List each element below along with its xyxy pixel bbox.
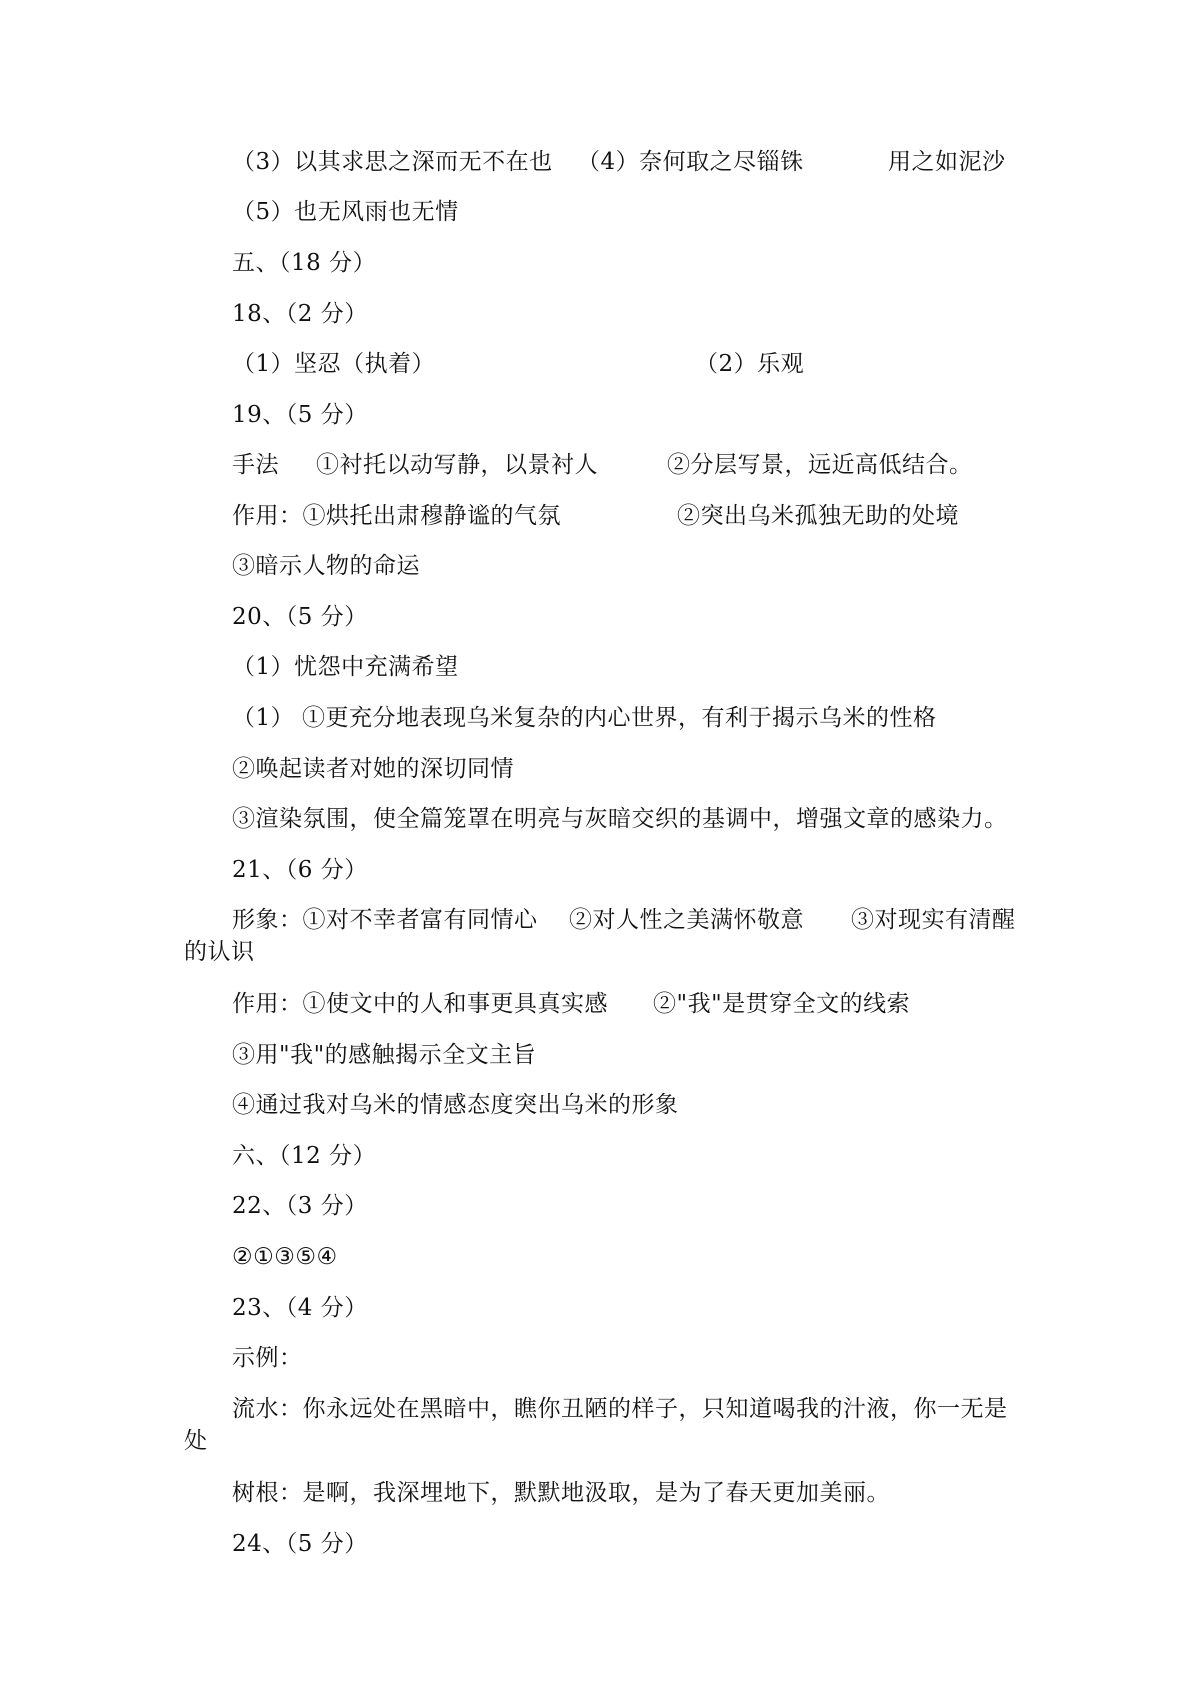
answer-line: ③用"我"的感触揭示全文主旨 (232, 1042, 537, 1068)
answer-line: （1）坚忍（执着） (232, 351, 436, 377)
question-number: 23、（4 分） (232, 1295, 368, 1321)
answer-line: ②唤起读者对她的深切同情 (232, 756, 514, 782)
section-heading: 五、（18 分） (232, 250, 377, 276)
question-number: 20、（5 分） (232, 604, 368, 630)
answer-line: ②"我"是贯穿全文的线索 (653, 991, 911, 1017)
answer-line: 手法 (232, 452, 279, 478)
answer-line: ②突出乌米孤独无助的处境 (677, 503, 959, 529)
question-number: 19、（5 分） (232, 402, 368, 428)
answer-line: （1） ①更充分地表现乌米复杂的内心世界，有利于揭示乌米的性格 (232, 705, 937, 731)
answer-line: 用之如泥沙 (888, 149, 1006, 175)
answer-line-continuation: 的认识 (184, 939, 255, 965)
question-number: 22、（3 分） (232, 1193, 368, 1219)
section-heading: 六、（12 分） (232, 1143, 377, 1169)
answer-line: （2）乐观 (695, 351, 805, 377)
answer-line: 流水：你永远处在黑暗中，瞧你丑陋的样子，只知道喝我的汁液，你一无是 (232, 1396, 1008, 1422)
answer-line: ③渲染氛围，使全篇笼罩在明亮与灰暗交织的基调中，增强文章的感染力。 (232, 806, 1008, 832)
answer-line: ③暗示人物的命运 (232, 553, 420, 579)
answer-line: 形象：①对不幸者富有同情心 (232, 907, 538, 933)
answer-line: （1）忧怨中充满希望 (232, 654, 459, 680)
answer-line: （3）以其求思之深而无不在也 (232, 149, 553, 175)
answer-line: 作用：①烘托出肃穆静谧的气氛 (232, 503, 561, 529)
answer-line: （5）也无风雨也无情 (232, 199, 459, 225)
answer-line: ②分层写景，远近高低结合。 (667, 452, 973, 478)
answer-line: ①衬托以动写静，以景衬人 (316, 452, 598, 478)
answer-line: ④通过我对乌米的情感态度突出乌米的形象 (232, 1092, 679, 1118)
answer-line: 树根：是啊，我深埋地下，默默地汲取，是为了春天更加美丽。 (232, 1480, 890, 1506)
question-number: 24、（5 分） (232, 1531, 368, 1557)
answer-line: 作用：①使文中的人和事更具真实感 (232, 991, 608, 1017)
answer-line: ②①③⑤④ (232, 1244, 338, 1270)
answer-line: ③对现实有清醒 (851, 907, 1016, 933)
question-number: 18、（2 分） (232, 301, 368, 327)
answer-line: 示例： (232, 1345, 303, 1371)
question-number: 21、（6 分） (232, 857, 368, 883)
answer-line-continuation: 处 (184, 1428, 208, 1454)
answer-line: （4）奈何取之尽锱铢 (577, 149, 804, 175)
answer-line: ②对人性之美满怀敬意 (569, 907, 804, 933)
